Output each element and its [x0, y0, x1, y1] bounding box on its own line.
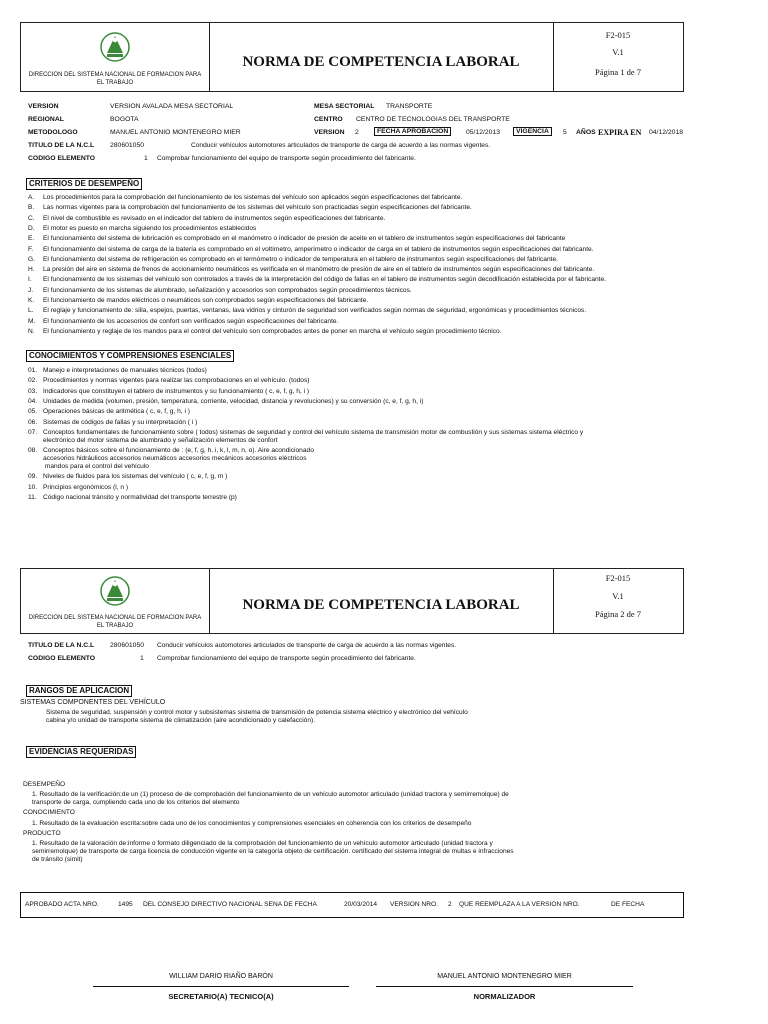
form-code: F2-015 [605, 573, 631, 583]
conocimientos-heading: CONOCIMIENTOS Y COMPRENSIONES ESENCIALES [26, 350, 234, 362]
aprobado-version-label: VERSION NRO. [390, 901, 438, 908]
conocimiento-key: 11. [28, 494, 37, 501]
sena-logo-icon [99, 31, 131, 63]
mesa-value: TRANSPORTE [386, 103, 433, 110]
criterio-text: El funcionamiento y reglaje de los mandos para el control del vehículo son comprobados antes de poner en marcha el vehículo según procedimiento técnico. [43, 327, 502, 335]
version-label: VERSION [28, 103, 59, 110]
criterio-key: K. [28, 297, 35, 304]
regional-value: BOGOTA [110, 116, 139, 123]
conocimiento-key: 05. [28, 408, 38, 416]
expira-label: EXPIRA EN [598, 128, 642, 137]
anos-label: AÑOS [576, 129, 596, 136]
rangos-line: cabina y/o unidad de transporte sistema de climatización (aire acondicionado y calefacción). [46, 717, 316, 724]
codigo-label: CODIGO ELEMENTO [28, 155, 96, 162]
conocimiento-text: Indicadores que constituyen el tablero de instrumentos y su funcionamiento ( c, e, f, g, h, i ) [43, 387, 310, 395]
criterio-text: Los procedimientos para la comprobación del funcionamiento de los sistemas del vehículo son aplicados según especificaciones del fabricante. [43, 194, 463, 201]
criterio-key: F. [28, 245, 34, 253]
aprobado-reemplaza: QUE REEMPLAZA A LA VERSION NRO. [459, 901, 580, 908]
page-title: NORMA DE COMPETENCIA LABORAL [242, 597, 520, 613]
version2-value: 2 [355, 129, 359, 136]
conocimiento-key: 09. [28, 473, 38, 481]
titulo-code: 280601050 [110, 142, 145, 149]
header-title-cell [209, 569, 554, 633]
conocimiento-key: 07. [28, 428, 38, 436]
criterio-text: El nivel de combustible es revisado en el indicador del tablero de instrumentos según especificaciones del fabricante. [43, 214, 386, 222]
codigo-num: 1 [140, 655, 144, 662]
aprobado-version-value: 2 [448, 901, 452, 908]
signer-role-2: NORMALIZADOR [473, 992, 536, 1001]
criterio-key: E. [28, 235, 35, 243]
conocimiento-text: Código nacional tránsito y normatividad del transporte terrestre (p) [43, 494, 237, 501]
signer-role-1: SECRETARIO(A) TECNICO(A) [168, 992, 274, 1001]
conocimiento-key: 08. [28, 447, 38, 455]
header-direction: DIRECCION DEL SISTEMA NACIONAL DE FORMACION PARA EL TRABAJO [28, 615, 202, 629]
header-meta-cell [553, 569, 683, 633]
conocimiento-text: Principios ergonómicos (l, n ) [43, 483, 129, 491]
conocimiento-text: electrónico del motor sistema de alumbrado y señalización elementos de confort [43, 436, 278, 444]
conocimiento-line: 1. Resultado de la evaluación escrita:sobre cada uno de los conocimientos y comprensiones esenciales en coherencia con los criterios de desempeño [32, 820, 472, 827]
centro-value: CENTRO DE TECNOLOGIAS DEL TRANSPORTE [356, 116, 510, 123]
rangos-subtitle: SISTEMAS COMPONENTES DEL VEHÍCULO [20, 699, 166, 706]
titulo-value: Conducir vehículos automotores articulados de transporte de carga de acuerdo a las normas vigentes. [191, 142, 491, 149]
conocimiento-key: 10. [28, 483, 38, 491]
conocimiento-text: Manejo e interpretaciones de manuales técnicos (todos) [43, 367, 207, 374]
conocimiento-key: 04. [28, 397, 38, 405]
header-table-page-2 [20, 568, 684, 634]
conocimiento-label: CONOCIMIENTO [23, 809, 75, 816]
codigo-num: 1 [144, 155, 148, 162]
sena-logo-icon [99, 575, 131, 607]
producto-label: PRODUCTO [23, 830, 61, 837]
desempeno-line: 1. Resultado de la verificación:de un (1) proceso de de comprobación del funcionamiento de un vehículo automotor articulado (unidad tractora y semirremolque) de [32, 791, 509, 798]
aprobado-box [20, 892, 684, 918]
criterio-text: El funcionamiento del sistema de refrigeración es comprobado en el termómetro o indicador de temperatura en el tablero de instrumentos según especificaciones del fabricante. [43, 255, 558, 263]
signer-name-1: WILLIAM DARIO RIAÑO BARÓN [169, 973, 273, 980]
criterio-text: El reglaje y funcionamiento de: silla, espejos, puertas, ventanas, lava vidrios y cinturón de seguridad son verificados según normas de seguridad, ergonómicas y procedimientos técnicos. [43, 307, 587, 315]
conocimiento-text: Unidades de medida (volumen, presión, temperatura, corriente, velocidad, distancia y revoluciones) y su conversión (c, e, f, g, h, i) [43, 397, 424, 405]
conocimiento-text: Conceptos básicos sobre el funcionamiento de : (e, f, g, h, i, k, l, m, n, o). Aire acondicionado [43, 447, 314, 455]
page-title: NORMA DE COMPETENCIA LABORAL [242, 54, 520, 70]
criterio-key: L. [28, 307, 34, 315]
titulo-label: TITULO DE LA N.C.L [28, 642, 95, 649]
conocimiento-key: 06. [28, 418, 38, 426]
criterio-key: M. [28, 317, 36, 325]
vigencia-value: 5 [563, 129, 567, 136]
header-meta-cell [553, 23, 683, 91]
criterio-text: La presión del aire en sistema de frenos de accionamiento neumáticos es verificada en el manómetro de presión de aire en el tablero de instrumentos según especificaciones del fabricante. [43, 266, 595, 274]
mesa-label: MESA SECTORIAL [314, 103, 375, 110]
aprobado-fecha: 20/03/2014 [344, 901, 378, 908]
conocimiento-key: 02. [28, 377, 38, 385]
rangos-line: Sistema de seguridad, suspensión y control motor y subsistemas sistema de transmisión de potencia sistema eléctrico y electrónico del vehículo [46, 709, 468, 716]
criterio-text: El funcionamiento de los accesorios de confort son verificados según especificaciones del fabricante. [43, 317, 339, 325]
criterio-key: I. [28, 276, 32, 284]
titulo-value: Conducir vehículos automotores articulados de transporte de carga de acuerdo a las normas vigentes. [157, 642, 457, 649]
criterios-heading: CRITERIOS DE DESEMPEÑO [26, 178, 142, 190]
criterio-key: C. [28, 214, 35, 222]
criterio-key: H. [28, 266, 35, 274]
criterio-text: El funcionamiento de los sistemas del vehículo son controlados a través de la interpretación del código de fallas en el tablero de instrumentos según decodificación establecida por el fabricante. [43, 276, 607, 284]
producto-line: de tránsito (simit) [32, 856, 83, 863]
codigo-value: Comprobar funcionamiento del equipo de transporte según procedimiento del fabricante. [157, 155, 416, 162]
criterio-key: A. [28, 194, 35, 201]
header-direction: DIRECCION DEL SISTEMA NACIONAL DE FORMACION PARA EL TRABAJO [28, 72, 202, 86]
expira-value: 04/12/2018 [649, 129, 684, 136]
metodologo-label: METODOLOGO [28, 129, 78, 136]
criterio-text: El funcionamiento del sistema de lubricación es comprobado en el manómetro o indicador de presión de aceite en el tablero de instrumentos según especificaciones del fabricante [43, 235, 566, 243]
version2-label: VERSION [314, 129, 345, 136]
header-logo-cell [21, 569, 210, 633]
aprobado-consejo: DEL CONSEJO DIRECTIVO NACIONAL SENA DE FECHA [143, 901, 317, 908]
aprobado-de-fecha: DE FECHA [611, 901, 645, 908]
conocimiento-text: Sistemas de códigos de fallas y su interpretación ( i ) [43, 418, 198, 426]
producto-line: 1. Resultado de la valoración de:informe o formato diligenciado de la comprobación del funcionamiento de un vehículo automotor articulado (unidad tractora y [32, 840, 493, 847]
conocimiento-text: Niveles de fluidos para los sistemas del vehículo ( c, e, f, g, m ) [43, 473, 228, 481]
aprobado-acta-value: 1495 [118, 901, 133, 908]
regional-label: REGIONAL [28, 116, 64, 123]
version-value: VERSION AVALADA MESA SECTORIAL [110, 103, 234, 110]
centro-label: CENTRO [314, 116, 343, 123]
titulo-label: TITULO DE LA N.C.L [28, 142, 95, 149]
fecha-aprobacion-value: 05/12/2013 [466, 129, 501, 136]
signer-name-2: MANUEL ANTONIO MONTENEGRO MIER [437, 973, 572, 980]
codigo-value: Comprobar funcionamiento del equipo de transporte según procedimiento del fabricante. [157, 655, 416, 662]
form-version: V.1 [612, 591, 624, 601]
header-title-cell [209, 23, 554, 91]
criterio-key: B. [28, 204, 35, 212]
signature-line-1 [93, 986, 349, 987]
desempeno-line: transporte de carga, cumpliendo cada uno de los criterios del elemento [32, 799, 240, 806]
conocimiento-text: accesorios hidráulicos accesorios neumáticos accesorios mecánicos accesorios eléctricos [43, 455, 307, 463]
form-version: V.1 [612, 47, 624, 57]
rangos-heading: RANGOS DE APLICACION [26, 685, 132, 697]
conocimiento-text: mandos para el control del vehículo [43, 463, 149, 471]
criterio-text: El funcionamiento de los sistemas de alumbrado, señalización y accesorios son comprobados según procedimientos técnicos. [43, 286, 412, 294]
criterio-key: G. [28, 255, 35, 263]
vigencia-label: VIGENCIA [513, 127, 552, 136]
aprobado-acta-label: APROBADO ACTA NRO. [25, 901, 99, 908]
evidencias-heading: EVIDENCIAS REQUERIDAS [26, 746, 136, 758]
codigo-label: CODIGO ELEMENTO [28, 655, 96, 662]
conocimiento-key: 01. [28, 367, 38, 374]
producto-line: semirremolque) de transporte de carga licencia de conducción vigente en la categoría objeto de certificación. certificado del sistema integral de multas e infracciones [32, 848, 514, 855]
criterio-text: El funcionamiento del sistema de carga de la batería es comprobado en el voltímetro, amperímetro o indicador de carga en el tablero de instrumentos según especificaciones del fabricante. [43, 245, 594, 253]
criterio-key: N. [28, 327, 35, 335]
conocimiento-key: 03. [28, 387, 38, 395]
page-number: Página 2 de 7 [594, 609, 642, 619]
header-table-page-1 [20, 22, 684, 92]
metodologo-value: MANUEL ANTONIO MONTENEGRO MIER [110, 129, 241, 136]
conocimiento-text: Conceptos fundamentales de funcionamiento sobre ( todos) sistemas de seguridad y control del vehículo sistema de transmisión motor de combustión y sus sistemas sistema eléctrico y [43, 428, 584, 436]
criterio-text: El funcionamiento de mandos eléctricos o neumáticos son comprobados según especificaciones del fabricante. [43, 297, 369, 304]
criterio-key: D. [28, 224, 35, 232]
form-code: F2-015 [605, 30, 631, 40]
desempeno-label: DESEMPEÑO [23, 781, 66, 788]
fecha-aprobacion-label: FECHA APROBACION [374, 127, 451, 136]
header-logo-cell [21, 23, 210, 91]
criterio-text: Las normas vigentes para la comprobación del funcionamiento de los sistemas del vehículo son practicadas según especificaciones del fabricante. [43, 204, 472, 212]
conocimiento-text: Procedimientos y normas vigentes para realizar las comprobaciones en el vehículo. (todos) [43, 377, 310, 385]
page-number: Página 1 de 7 [594, 67, 642, 77]
conocimiento-text: Operaciones básicas de aritmética ( c, e, f, g, h, i ) [43, 408, 190, 416]
signature-line-2 [376, 986, 633, 987]
titulo-code: 280601050 [110, 642, 145, 649]
criterio-text: El motor es puesto en marcha siguiendo los procedimientos establecidos [43, 224, 257, 232]
criterio-key: J. [28, 286, 34, 294]
